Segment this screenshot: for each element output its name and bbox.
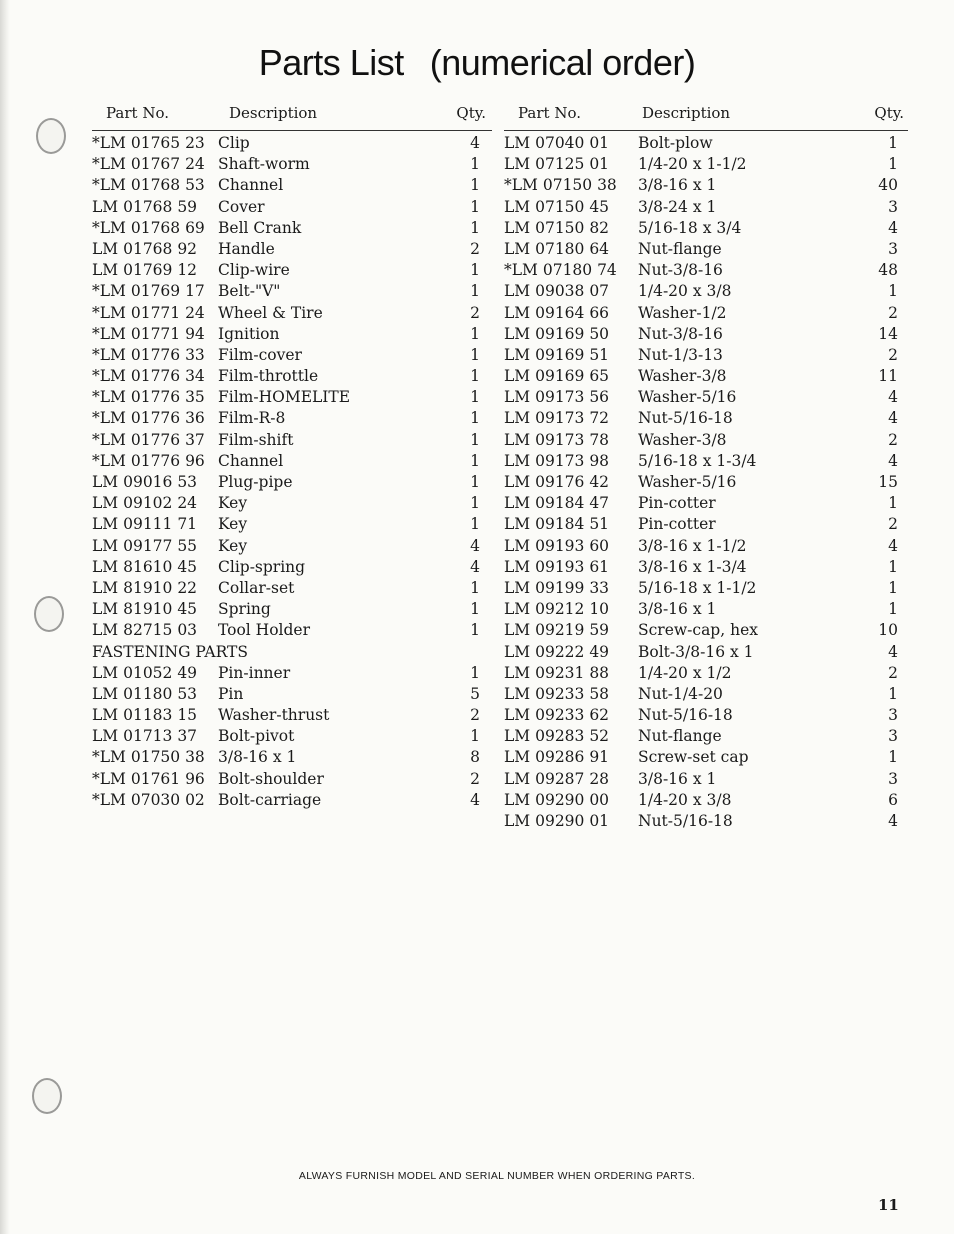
part-qty: 15 (878, 473, 898, 491)
part-number: LM 09219 59 (504, 621, 610, 640)
table-row (92, 258, 492, 279)
part-qty: 11 (878, 367, 898, 386)
part-number: LM 09233 58 (504, 684, 610, 703)
table-row (92, 301, 492, 322)
page-title (0, 42, 954, 84)
part-description: 3/8-16 x 1 (638, 176, 717, 195)
table-row (504, 152, 908, 173)
part-qty: 1 (470, 367, 480, 386)
table-row (504, 216, 908, 237)
part-number: LM 01769 12 (92, 261, 198, 280)
parts-column-left (92, 100, 492, 809)
part-qty: 4 (470, 557, 480, 576)
table-row (92, 555, 492, 576)
part-description: 3/8-24 x 1 (638, 197, 717, 216)
column-header-right (504, 100, 908, 131)
part-description: Washer-3/8 (638, 367, 727, 386)
part-description: Key (218, 515, 248, 534)
part-description: Key (218, 494, 248, 513)
part-description: Pin-cotter (638, 494, 716, 513)
part-description: Pin (218, 684, 244, 703)
part-number: *LM 01771 94 (92, 324, 205, 343)
part-qty: 1 (888, 748, 898, 767)
part-qty: 1 (470, 494, 480, 513)
part-qty: 1 (470, 176, 480, 195)
part-number: LM 09164 66 (504, 303, 610, 322)
table-row (504, 279, 908, 300)
part-qty: 1 (888, 494, 898, 513)
part-description: Washer-5/16 (638, 473, 737, 491)
header-qty: Qty. (456, 104, 486, 122)
page-number: 11 (878, 1196, 899, 1214)
table-row (92, 385, 492, 406)
part-description: Belt-"V" (218, 282, 281, 301)
part-number: LM 09290 01 (504, 812, 610, 830)
part-number: LM 07040 01 (504, 134, 610, 152)
table-row (504, 703, 908, 724)
part-qty: 4 (470, 134, 480, 152)
part-qty: 1 (470, 261, 480, 280)
part-number: LM 09169 50 (504, 324, 610, 343)
part-number: LM 09212 10 (504, 600, 610, 619)
part-number: LM 09111 71 (92, 515, 198, 534)
part-qty: 4 (888, 642, 898, 661)
table-row (92, 131, 492, 152)
part-description: 5/16-18 x 3/4 (638, 218, 742, 237)
part-qty: 2 (888, 303, 898, 322)
part-qty: 1 (888, 155, 898, 174)
part-number: LM 09173 56 (504, 388, 610, 407)
part-qty: 3 (888, 197, 898, 216)
part-description: Clip-wire (218, 261, 290, 280)
part-number: LM 01768 59 (92, 197, 198, 216)
part-number: LM 01180 53 (92, 684, 198, 703)
part-qty: 1 (470, 727, 480, 746)
table-row (92, 237, 492, 258)
part-number: LM 07180 64 (504, 239, 610, 258)
part-description: Plug-pipe (218, 473, 293, 491)
part-description: Film-throttle (218, 367, 319, 386)
part-qty: 3 (888, 706, 898, 725)
table-row (92, 767, 492, 788)
part-number: LM 82715 03 (92, 621, 198, 640)
part-description: Washer-3/8 (638, 430, 727, 449)
header-description: Description (229, 104, 318, 122)
part-qty: 1 (470, 621, 480, 640)
part-number: *LM 01768 53 (92, 176, 205, 195)
part-number: *LM 01776 33 (92, 345, 205, 364)
table-row (504, 428, 908, 449)
part-number: LM 01713 37 (92, 727, 198, 746)
part-number: *LM 01776 37 (92, 430, 205, 449)
part-number: LM 81610 45 (92, 557, 198, 576)
part-description: Nut-3/8-16 (638, 324, 723, 343)
table-row (504, 131, 908, 152)
parts-column-right (504, 100, 908, 830)
table-row (92, 512, 492, 533)
part-description: Nut-3/8-16 (638, 261, 723, 280)
part-number: LM 09173 98 (504, 451, 610, 470)
part-qty: 1 (888, 684, 898, 703)
ordering-footnote: ALWAYS FURNISH MODEL AND SERIAL NUMBER WHEN ORDERING PARTS. (298, 1170, 696, 1182)
table-row (92, 640, 492, 661)
part-description: Collar-set (218, 578, 295, 597)
table-row (504, 534, 908, 555)
header-qty: Qty. (874, 104, 904, 122)
part-qty: 5 (470, 684, 480, 703)
part-description: Clip-spring (218, 557, 306, 576)
table-row (92, 195, 492, 216)
part-qty: 2 (470, 706, 480, 725)
part-qty: 1 (888, 578, 898, 597)
part-description: Bolt-3/8-16 x 1 (638, 642, 754, 661)
table-row (504, 576, 908, 597)
part-number: *LM 01776 34 (92, 367, 205, 386)
table-row (504, 343, 908, 364)
part-number: LM 09233 62 (504, 706, 610, 725)
part-qty: 3 (888, 727, 898, 746)
table-row (92, 703, 492, 724)
binder-hole-middle (34, 596, 64, 632)
part-number: LM 09231 88 (504, 663, 610, 682)
part-qty: 2 (888, 663, 898, 682)
part-qty: 1 (470, 388, 480, 407)
table-row (504, 597, 908, 618)
part-qty: 1 (470, 473, 480, 491)
part-qty: 1 (888, 557, 898, 576)
part-description: Bolt-carriage (218, 790, 322, 809)
part-qty: 2 (470, 239, 480, 258)
part-description: Nut-flange (638, 239, 722, 258)
column-header-left (92, 100, 492, 131)
table-row (504, 406, 908, 427)
part-qty: 1 (470, 345, 480, 364)
part-number: *LM 01776 35 (92, 388, 205, 407)
part-description: Clip (218, 134, 250, 152)
table-row (92, 788, 492, 809)
part-description: Ignition (218, 324, 280, 343)
part-description: 3/8-16 x 1 (218, 748, 297, 767)
part-description: Key (218, 536, 248, 555)
part-description: Bolt-plow (638, 134, 713, 152)
part-number: LM 09184 51 (504, 515, 610, 534)
table-row (92, 576, 492, 597)
part-qty: 1 (470, 515, 480, 534)
part-qty: 4 (470, 536, 480, 555)
part-number: LM 09287 28 (504, 769, 610, 788)
part-qty: 8 (470, 748, 480, 767)
table-row (92, 491, 492, 512)
part-number: *LM 01776 36 (92, 409, 205, 428)
part-number: LM 01768 92 (92, 239, 198, 258)
header-part-no: Part No. (106, 104, 169, 122)
part-number: *LM 01750 38 (92, 748, 205, 767)
title-sub: (numerical order) (429, 42, 696, 83)
table-row (92, 343, 492, 364)
part-description: 5/16-18 x 1-1/2 (638, 578, 757, 597)
part-qty: 1 (470, 155, 480, 174)
part-qty: 1 (470, 663, 480, 682)
part-qty: 4 (470, 790, 480, 809)
part-description: Pin-inner (218, 663, 291, 682)
part-number: LM 09102 24 (92, 494, 198, 513)
part-description: Bolt-pivot (218, 727, 295, 746)
part-qty: 1 (470, 282, 480, 301)
part-qty: 1 (470, 600, 480, 619)
part-number: LM 07150 45 (504, 197, 610, 216)
table-row (504, 322, 908, 343)
part-description: Pin-cotter (638, 515, 716, 534)
part-qty: 2 (888, 430, 898, 449)
part-number: LM 09016 53 (92, 473, 198, 491)
part-number: LM 09193 60 (504, 536, 610, 555)
table-row (92, 216, 492, 237)
part-description: Cover (218, 197, 265, 216)
part-description: 3/8-16 x 1 (638, 600, 717, 619)
table-row (504, 195, 908, 216)
table-row (92, 364, 492, 385)
table-row (92, 279, 492, 300)
part-description: 5/16-18 x 1-3/4 (638, 451, 757, 470)
part-description: Tool Holder (218, 621, 310, 640)
table-row (504, 767, 908, 788)
part-description: Film-cover (218, 345, 302, 364)
part-qty: 2 (470, 303, 480, 322)
part-number: *LM 01761 96 (92, 769, 205, 788)
part-qty: 6 (888, 790, 898, 809)
part-number: *LM 07150 38 (504, 176, 617, 195)
part-description: Nut-flange (638, 727, 722, 746)
table-row (92, 534, 492, 555)
part-qty: 1 (470, 324, 480, 343)
part-number: LM 09169 65 (504, 367, 610, 386)
part-qty: 1 (470, 218, 480, 237)
part-number: *LM 01769 17 (92, 282, 205, 301)
part-description: Channel (218, 451, 284, 470)
table-row (504, 470, 908, 491)
part-number: LM 09193 61 (504, 557, 610, 576)
part-qty: 1 (888, 134, 898, 152)
part-number: LM 07125 01 (504, 155, 610, 174)
table-row (504, 364, 908, 385)
part-description: Screw-set cap (638, 748, 749, 767)
part-description: Nut-5/16-18 (638, 706, 733, 725)
part-description: Film-R-8 (218, 409, 286, 428)
part-qty: 3 (888, 239, 898, 258)
part-qty: 2 (470, 769, 480, 788)
part-qty: 1 (470, 451, 480, 470)
part-description: 3/8-16 x 1 (638, 769, 717, 788)
table-row (504, 682, 908, 703)
table-row (504, 640, 908, 661)
page-edge-shadow (0, 0, 10, 1234)
table-row (92, 724, 492, 745)
part-number: LM 09169 51 (504, 345, 610, 364)
part-qty: 4 (888, 409, 898, 428)
part-number: *LM 07180 74 (504, 261, 617, 280)
part-description: 3/8-16 x 1-1/2 (638, 536, 747, 555)
part-description: Film-shift (218, 430, 294, 449)
part-number: LM 81910 45 (92, 600, 198, 619)
table-row (92, 406, 492, 427)
part-description: Handle (218, 239, 275, 258)
part-description: Nut-5/16-18 (638, 409, 733, 428)
part-description: 1/4-20 x 3/8 (638, 790, 732, 809)
table-row (92, 449, 492, 470)
table-row (504, 491, 908, 512)
part-description: Bell Crank (218, 218, 302, 237)
table-row (92, 682, 492, 703)
part-description: 3/8-16 x 1-3/4 (638, 557, 747, 576)
table-row (504, 258, 908, 279)
table-row (504, 788, 908, 809)
table-row (92, 470, 492, 491)
part-qty: 40 (878, 176, 898, 195)
part-description: Wheel & Tire (218, 303, 323, 322)
part-qty: 10 (878, 621, 898, 640)
part-description: Film-HOMELITE (218, 388, 351, 407)
part-number: *LM 01771 24 (92, 303, 205, 322)
part-description: Washer-thrust (218, 706, 330, 725)
part-number: *LM 01767 24 (92, 155, 205, 174)
binder-hole-bottom (32, 1078, 62, 1114)
table-row (92, 618, 492, 639)
part-qty: 1 (470, 197, 480, 216)
parts-list-left (92, 131, 492, 809)
table-row (504, 301, 908, 322)
part-description: Washer-1/2 (638, 303, 727, 322)
table-row (504, 385, 908, 406)
part-description: Nut-1/4-20 (638, 684, 723, 703)
part-description: Washer-5/16 (638, 388, 737, 407)
table-row (504, 512, 908, 533)
table-row (92, 428, 492, 449)
part-number: *LM 07030 02 (92, 790, 205, 809)
part-qty: 4 (888, 536, 898, 555)
part-description: Channel (218, 176, 284, 195)
table-row (92, 597, 492, 618)
part-number: LM 09184 47 (504, 494, 610, 513)
part-number: LM 09222 49 (504, 642, 610, 661)
part-qty: 1 (470, 578, 480, 597)
part-number: LM 09173 78 (504, 430, 610, 449)
part-qty: 3 (888, 769, 898, 788)
binder-hole-top (36, 118, 66, 154)
part-number: LM 01183 15 (92, 706, 198, 725)
part-description: Nut-1/3-13 (638, 345, 723, 364)
part-number: LM 09173 72 (504, 409, 610, 428)
part-qty: 2 (888, 515, 898, 534)
header-description: Description (642, 104, 731, 122)
part-description: 1/4-20 x 1-1/2 (638, 155, 747, 174)
part-number: LM 07150 82 (504, 218, 610, 237)
part-number: FASTENING PARTS (92, 642, 248, 661)
table-row (504, 618, 908, 639)
part-description: Bolt-shoulder (218, 769, 324, 788)
part-description: 1/4-20 x 3/8 (638, 282, 732, 301)
table-row (504, 724, 908, 745)
part-description: 1/4-20 x 1/2 (638, 663, 732, 682)
table-row (92, 322, 492, 343)
part-number: LM 81910 22 (92, 578, 198, 597)
table-row (92, 745, 492, 766)
table-row (504, 173, 908, 194)
header-part-no: Part No. (518, 104, 581, 122)
part-number: LM 01052 49 (92, 663, 198, 682)
table-row (92, 152, 492, 173)
part-number: LM 09177 55 (92, 536, 198, 555)
part-description: Nut-5/16-18 (638, 812, 733, 830)
part-qty: 48 (878, 261, 898, 280)
part-description: Screw-cap, hex (638, 621, 758, 640)
table-row (504, 745, 908, 766)
part-description: Shaft-worm (218, 155, 310, 174)
table-row (504, 449, 908, 470)
part-qty: 1 (888, 282, 898, 301)
parts-list-right (504, 131, 908, 830)
table-row (92, 173, 492, 194)
part-number: LM 09290 00 (504, 790, 610, 809)
table-row (504, 809, 908, 830)
table-row (504, 237, 908, 258)
part-qty: 4 (888, 388, 898, 407)
part-qty: 1 (470, 430, 480, 449)
table-row (504, 661, 908, 682)
title-main: Parts List (258, 42, 404, 83)
part-number: *LM 01776 96 (92, 451, 205, 470)
part-number: LM 09286 91 (504, 748, 610, 767)
part-number: LM 09038 07 (504, 282, 610, 301)
part-qty: 4 (888, 218, 898, 237)
part-qty: 1 (470, 409, 480, 428)
part-qty: 4 (888, 812, 898, 830)
part-number: LM 09199 33 (504, 578, 610, 597)
part-qty: 14 (878, 324, 898, 343)
part-number: LM 09176 42 (504, 473, 610, 491)
table-row (92, 661, 492, 682)
part-qty: 1 (888, 600, 898, 619)
part-qty: 4 (888, 451, 898, 470)
part-number: LM 09283 52 (504, 727, 610, 746)
table-row (504, 555, 908, 576)
part-number: *LM 01765 23 (92, 134, 205, 152)
part-qty: 2 (888, 345, 898, 364)
part-number: *LM 01768 69 (92, 218, 205, 237)
part-description: Spring (218, 600, 271, 619)
